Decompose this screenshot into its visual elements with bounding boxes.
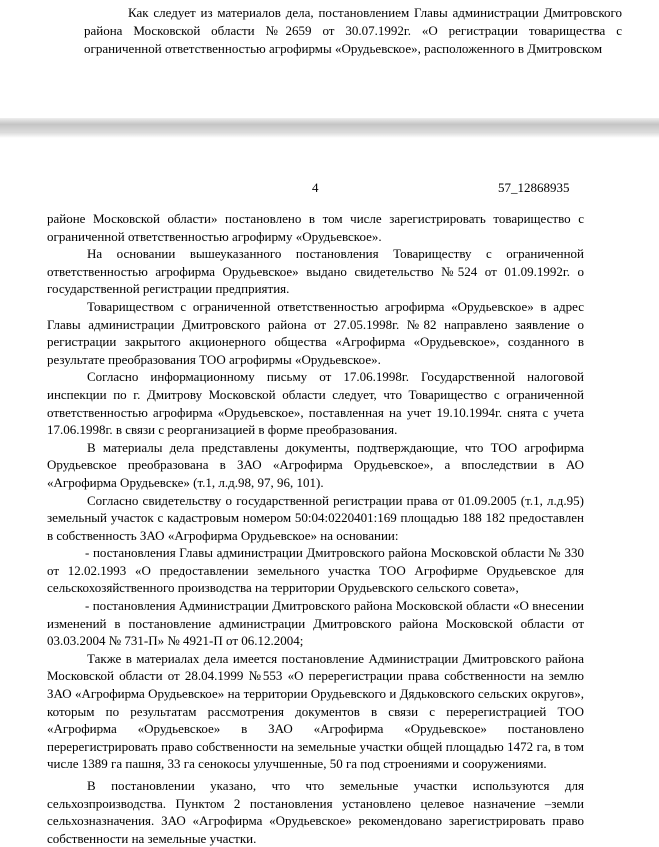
- page-separator-shadow: [0, 132, 659, 138]
- page-separator: [0, 118, 659, 132]
- page-number: 4: [312, 180, 319, 195]
- previous-page-fragment: [0, 0, 659, 118]
- paragraph: Согласно информационному письму от 17.06.1998г. Государственной налоговой инспекции по г. Дмитрову Московской области следует, что Товарищество с ограниченной ответственностью агрофирма «Орудьевское», поставленная на учет 19.10.1994г. снята с учета 17.06.1998г. в связи с реорганизацией в форме преобразования.: [47, 369, 584, 438]
- paragraph: Товариществом с ограниченной ответственностью агрофирма «Орудьевское» в адрес Главы администрации Дмитровского района от 27.05.1998г. №82 направлено заявление о регистрации закрытого акционерного общества «Агрофирма «Орудьевское», созданного в результате преобразования ТОО агрофирмы «Орудьевское».: [47, 298, 584, 367]
- document-id: 57_12868935: [498, 180, 570, 195]
- paragraph: Согласно свидетельству о государственной регистрации права от 01.09.2005 (т.1, л.д.95) земельный участок с кадастровым номером 50:04:0220401:169 площадью 188 182 предоставлен в собственность ЗАО «Агрофирма Орудьевское» на основании:: [47, 492, 584, 543]
- paragraph: В материалы дела представлены документы, подтверждающие, что ТОО агрофирма Орудьевское преобразована в ЗАО «Агрофирма Орудьевское», а впоследствии в АО «Агрофирма Орудьевске» (т.1, л.д.98, 97, 96, 101).: [47, 439, 584, 490]
- list-item: - постановления Главы администрации Дмитровского района Московской области № 330 от 12.02.1993 «О предоставлении земельного участка ТОО Агрофирме Орудьевское для сельскохозяйственного производства на территории Орудьевского сельского совета»,: [47, 545, 584, 596]
- document-body: [47, 210, 584, 847]
- paragraph: На основании вышеуказанного постановления Товариществу с ограниченной ответственностью агрофирма Орудьевское» выдано свидетельство №524 от 01.09.1992г. о государственной регистрации предприятия.: [47, 246, 584, 297]
- paragraph: районе Московской области» постановлено в том числе зарегистрировать товарищество с ограниченной ответственностью агрофирму «Орудьевское».: [47, 211, 584, 244]
- paragraph: Также в материалах дела имеется постановление Администрации Дмитровского района Московской области от 28.04.1999 №553 «О перерегистрации права собственности на землю ЗАО «Агрофирма Орудьевское» на территории Орудьевского и Дядьковского сельских округов», которым по результатам рассмотрения документов в связи с перерегистрацией ТОО «Агрофирма «Орудьевское» в ЗАО «Агрофирма «Орудьевское» постановлено перерегистрировать право собственности на земельные участки общей площадью 1472 га, в том числе 1389 га пашня, 33 га сенокосы улучшенные, 50 га под строениями и сооружениями.: [47, 650, 584, 772]
- top-paragraph: Как следует из материалов дела, постановлением Главы администрации Дмитровского района Московской области №2659 от 30.07.1992г. «О регистрации товарищества с ограниченной ответственностью агрофирмы «Орудьевское», расположенного в Дмитровском: [84, 5, 622, 56]
- list-item: - постановления Администрации Дмитровского района Московской области «О внесении изменений в постановление администрации Дмитровского района Московской области от 03.03.2004 № 731-П» № 4921-П от 06.12.2004;: [47, 598, 584, 649]
- paragraph: В постановлении указано, что что земельные участки используются для сельхозпроизводства. Пунктом 2 постановления установлено целевое назначение –земли сельхозназначения. ЗАО «Агрофирма «Орудьевское» рекомендовано зарегистрировать право собственности на земельные участки.: [47, 778, 584, 846]
